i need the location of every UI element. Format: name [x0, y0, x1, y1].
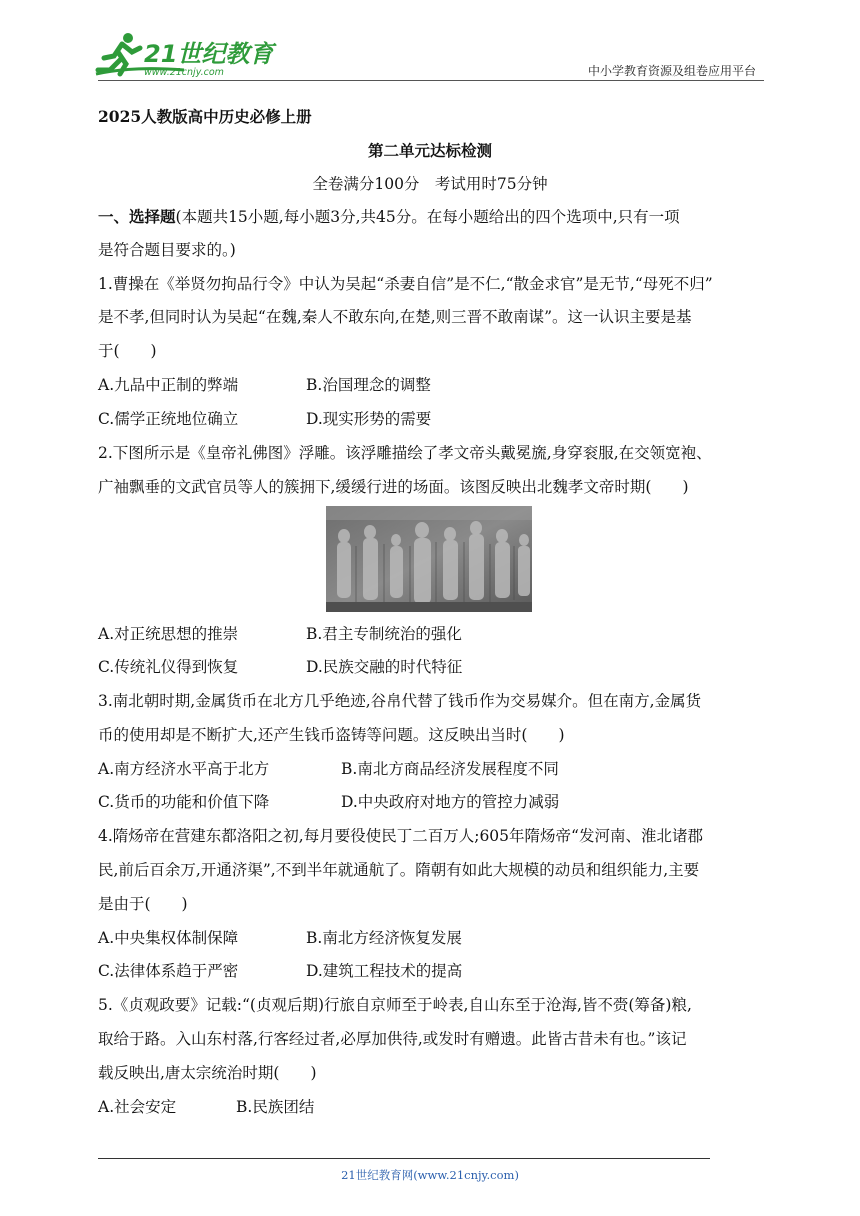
logo-icon — [92, 30, 292, 80]
option-a[interactable]: A.中央集权体制保障 — [98, 929, 239, 947]
platform-text: 中小学教育资源及组卷应用平台 — [587, 64, 756, 78]
section-desc: (本题共15小题,每小题3分,共45分。在每小题给出的四个选项中,只有一项 — [175, 208, 680, 226]
unit-title: 第二单元达标检测 — [367, 141, 492, 160]
question-line: 币的使用却是不断扩大,还产生钱币盗铸等问题。这反映出当时( ) — [98, 726, 565, 744]
logo-sub-text: www.21cnjy.com — [144, 67, 224, 78]
option-b[interactable]: B.民族团结 — [236, 1098, 315, 1116]
question-line: 2.下图所示是《皇帝礼佛图》浮雕。该浮雕描绘了孝文帝头戴冕旒,身穿衮服,在交领宽袍、 — [98, 444, 712, 462]
section-label: 一、选择题 — [98, 207, 176, 226]
option-a[interactable]: A.南方经济水平高于北方 — [98, 760, 270, 778]
header-divider — [98, 80, 764, 81]
option-a[interactable]: A.对正统思想的推崇 — [98, 625, 239, 643]
question-line: 是不孝,但同时认为吴起“在魏,秦人不敢东向,在楚,则三晋不敢南谋”。这一认识主要是基 — [98, 308, 692, 326]
question-line: 1.曹操在《举贤勿拘品行令》中认为吴起“杀妻自信”是不仁,“散金求官”是无节,“母死不归” — [98, 275, 713, 293]
exam-info: 全卷满分100分 考试用时75分钟 — [312, 175, 548, 193]
question-line: 广袖飘垂的文武官员等人的簇拥下,缓缓行进的场面。该图反映出北魏孝文帝时期( ) — [98, 478, 689, 496]
section-desc-cont: 是符合题目要求的。) — [98, 241, 236, 259]
option-c[interactable]: C.儒学正统地位确立 — [98, 410, 239, 428]
relief-image — [326, 506, 532, 612]
footer-link[interactable]: 21世纪教育网(www.21cnjy.com) — [341, 1168, 519, 1182]
option-a[interactable]: A.社会安定 — [98, 1098, 177, 1116]
option-c[interactable]: C.货币的功能和价值下降 — [98, 793, 270, 811]
option-b[interactable]: B.治国理念的调整 — [306, 376, 431, 394]
option-d[interactable]: D.中央政府对地方的管控力减弱 — [341, 793, 560, 811]
option-b[interactable]: B.君主专制统治的强化 — [306, 625, 462, 643]
option-d[interactable]: D.民族交融的时代特征 — [306, 658, 463, 676]
book-title: 2025人教版高中历史必修上册 — [98, 107, 312, 126]
question-line: 载反映出,唐太宗统治时期( ) — [98, 1064, 317, 1082]
question-line: 4.隋炀帝在营建东都洛阳之初,每月要役使民丁二百万人;605年隋炀帝“发河南、淮北诸郡 — [98, 827, 703, 845]
option-b[interactable]: B.南北方商品经济发展程度不同 — [341, 760, 559, 778]
footer-divider — [98, 1158, 710, 1159]
option-c[interactable]: C.法律体系趋于严密 — [98, 962, 239, 980]
question-line: 5.《贞观政要》记载:“(贞观后期)行旅自京师至于岭表,自山东至于沧海,皆不赍(筹备)粮, — [98, 996, 692, 1014]
question-line: 民,前后百余万,开通济渠”,不到半年就通航了。隋朝有如此大规模的动员和组织能力,主要 — [98, 861, 700, 879]
question-line: 于( ) — [98, 342, 157, 360]
question-line: 取给于路。入山东村落,行客经过者,必厚加供待,或发时有赠遗。此皆古昔未有也。”该记 — [98, 1030, 687, 1048]
option-c[interactable]: C.传统礼仪得到恢复 — [98, 658, 239, 676]
question-line: 是由于( ) — [98, 895, 188, 913]
option-a[interactable]: A.九品中正制的弊端 — [98, 376, 239, 394]
option-b[interactable]: B.南北方经济恢复发展 — [306, 929, 462, 947]
page-header — [0, 0, 860, 90]
option-d[interactable]: D.现实形势的需要 — [306, 410, 432, 428]
section-header — [98, 207, 680, 227]
logo-main-text: 21世纪教育 — [144, 40, 274, 68]
option-d[interactable]: D.建筑工程技术的提高 — [306, 962, 463, 980]
question-line: 3.南北朝时期,金属货币在北方几乎绝迹,谷帛代替了钱币作为交易媒介。但在南方,金属货 — [98, 692, 702, 710]
